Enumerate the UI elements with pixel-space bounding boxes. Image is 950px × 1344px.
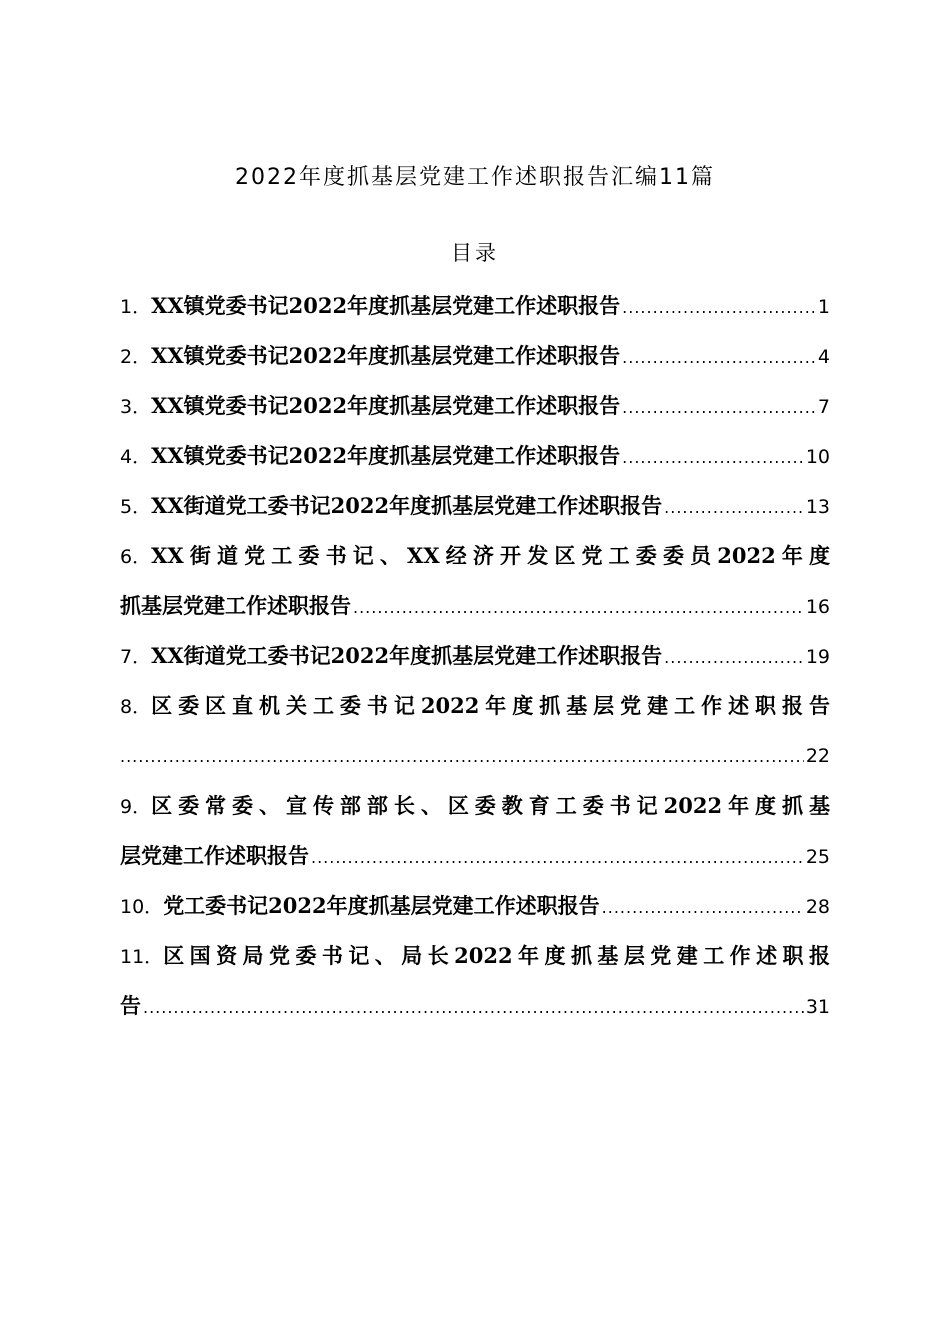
toc-entry-title-continued: 告 bbox=[120, 993, 141, 1018]
toc-entry-title: XX街道党工委书记2022年度抓基层党建工作述职报告 bbox=[151, 643, 663, 668]
toc-entry-9-line-1[interactable] bbox=[120, 781, 830, 831]
document-title: 2022年度抓基层党建工作述职报告汇编11篇 bbox=[235, 165, 715, 190]
toc-entry-title: 党工委书记2022年度抓基层党建工作述职报告 bbox=[163, 893, 600, 918]
toc-entry-title: XX镇党委书记2022年度抓基层党建工作述职报告 bbox=[151, 393, 621, 418]
toc-entry-number: 6． bbox=[120, 546, 152, 568]
toc-entry-title: XX镇党委书记2022年度抓基层党建工作述职报告 bbox=[151, 293, 621, 318]
toc-entry-5[interactable] bbox=[120, 481, 830, 531]
toc-entry-1[interactable] bbox=[120, 281, 830, 331]
toc-entry-number: 9． bbox=[120, 796, 152, 818]
dot-leader bbox=[311, 833, 804, 883]
toc-entry-title-continued: 层党建工作述职报告 bbox=[120, 843, 309, 868]
toc-entry-page: 22 bbox=[805, 745, 830, 767]
toc-entry-title: XX街道党工委书记、XX经济开发区党工委委员2022年度 bbox=[151, 543, 830, 568]
toc-heading: 目录 bbox=[451, 241, 499, 265]
toc-entry-title: XX街道党工委书记2022年度抓基层党建工作述职报告 bbox=[151, 493, 663, 518]
toc-entry-title: XX镇党委书记2022年度抓基层党建工作述职报告 bbox=[151, 343, 621, 368]
dot-leader bbox=[622, 383, 816, 433]
toc-entry-6-line-2[interactable] bbox=[120, 581, 830, 631]
toc-entry-page: 31 bbox=[805, 996, 830, 1018]
toc-entry-4[interactable] bbox=[120, 431, 830, 481]
toc-entry-3[interactable] bbox=[120, 381, 830, 431]
toc-entry-11-line-2[interactable] bbox=[120, 981, 830, 1031]
toc-entry-page: 4 bbox=[817, 346, 830, 368]
toc-entry-title-continued: 抓基层党建工作述职报告 bbox=[120, 593, 351, 618]
toc-entry-8-line-1[interactable] bbox=[120, 681, 830, 731]
toc-entry-page: 7 bbox=[817, 396, 830, 418]
toc-entry-number: 11． bbox=[120, 946, 164, 968]
dot-leader bbox=[602, 883, 804, 933]
toc-entry-title: 区国资局党委书记、局长2022年度抓基层党建工作述职报 bbox=[163, 943, 830, 968]
toc-entry-2[interactable] bbox=[120, 331, 830, 381]
dot-leader bbox=[120, 732, 804, 782]
toc-entry-number: 5． bbox=[120, 496, 152, 518]
toc-entry-page: 13 bbox=[805, 496, 830, 518]
dot-leader bbox=[664, 483, 804, 533]
toc-entry-page: 10 bbox=[805, 446, 830, 468]
dot-leader bbox=[622, 433, 804, 483]
toc-entry-number: 2． bbox=[120, 346, 152, 368]
toc-entry-page: 28 bbox=[805, 896, 830, 918]
toc-entry-page: 19 bbox=[805, 646, 830, 668]
toc-entry-title: XX镇党委书记2022年度抓基层党建工作述职报告 bbox=[151, 443, 621, 468]
dot-leader bbox=[664, 633, 804, 683]
toc-entry-11-line-1[interactable] bbox=[120, 931, 830, 981]
dot-leader bbox=[143, 983, 804, 1033]
toc-entry-number: 1． bbox=[120, 296, 152, 318]
toc-entry-8-line-2[interactable] bbox=[120, 731, 830, 781]
toc-entry-number: 10． bbox=[120, 896, 164, 918]
toc-entry-page: 25 bbox=[805, 846, 830, 868]
toc-entry-title: 区委区直机关工委书记2022年度抓基层党建工作述职报告 bbox=[151, 693, 830, 718]
toc-entry-7[interactable] bbox=[120, 631, 830, 681]
toc-entry-10[interactable] bbox=[120, 881, 830, 931]
toc-entry-page: 16 bbox=[805, 596, 830, 618]
dot-leader bbox=[622, 333, 816, 383]
toc-entry-number: 4． bbox=[120, 446, 152, 468]
toc-entry-6-line-1[interactable] bbox=[120, 531, 830, 581]
toc-entry-9-line-2[interactable] bbox=[120, 831, 830, 881]
dot-leader bbox=[353, 583, 804, 633]
toc-entry-number: 3． bbox=[120, 396, 152, 418]
toc-entry-title: 区委常委、宣传部部长、区委教育工委书记2022年度抓基 bbox=[151, 793, 830, 818]
toc-entry-page: 1 bbox=[817, 296, 830, 318]
toc-entry-number: 7． bbox=[120, 646, 152, 668]
table-of-contents bbox=[120, 281, 830, 1031]
dot-leader bbox=[622, 283, 816, 333]
toc-entry-number: 8． bbox=[120, 696, 152, 718]
